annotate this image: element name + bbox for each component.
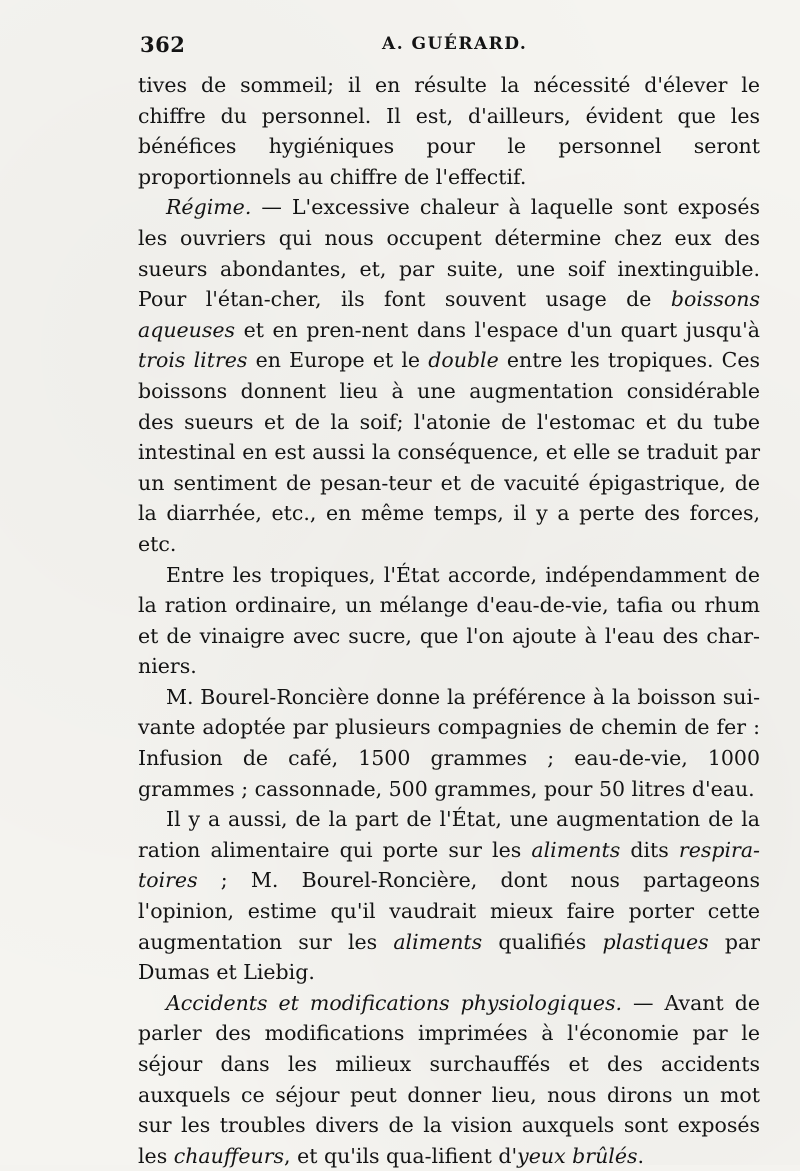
- paragraph: [138, 682, 760, 804]
- italic-text-run: Régime.: [166, 195, 252, 220]
- running-title: A. GUÉRARD.: [382, 34, 528, 54]
- text-run: , et qu'ils qua-lifient d': [284, 1143, 518, 1168]
- text-run: ; M. Bourel-Roncière, dont nous partageons l'opinion, estime qu'il vaudrait mieux faire porter cette augmentation sur les: [138, 868, 760, 954]
- text-run: — L'excessive chaleur à laquelle sont exposés les ouvriers qui nous occupent détermine chez eux des sueurs abondantes, et, par suite, une soif inextinguible. Pour l'étan-cher, ils font souvent usage de: [138, 195, 760, 312]
- italic-text-run: boissons aqueuses: [138, 287, 760, 342]
- text-run: — Avant de parler des modifications imprimées à l'économie par le séjour dans les milieux surchauffés et des accidents auxquels ce séjour peut donner lieu, nous dirons un mot sur les troubles divers de la vision auxquels sont exposés les: [138, 990, 760, 1168]
- text-run: Entre les tropiques, l'État accorde, indépendamment de la ration ordinaire, un mélange d'eau-de-vie, tafia ou rhum et de vinaigre avec sucre, que l'on ajoute à l'eau des char-niers.: [138, 562, 760, 679]
- text-run: entre les tropiques. Ces boissons donnent lieu à une augmentation considérable des sueurs et de la soif; l'atonie de l'estomac et du tube intestinal en est aussi la conséquence, et elle se traduit par un sentiment de pesan-teur et de vacuité épigastrique, de la diarrhée, etc., en même temps, il y a perte des forces, etc.: [138, 348, 760, 556]
- paragraph: [138, 192, 760, 559]
- page-header: [140, 32, 760, 62]
- body-text: [138, 70, 760, 1171]
- paragraph: [138, 804, 760, 988]
- paragraph: [138, 70, 760, 192]
- italic-text-run: plastiques: [602, 929, 709, 954]
- italic-text-run: double: [428, 348, 499, 373]
- italic-text-run: yeux brûlés: [517, 1143, 638, 1168]
- text-run: tives de sommeil; il en résulte la nécessité d'élever le chiffre du personnel. Il est, d'ailleurs, évident que les bénéfices hygiéniques pour le personnel seront proportionnels au chiffre de l'effectif.: [138, 73, 760, 189]
- paragraph: [138, 988, 760, 1171]
- text-run: .: [637, 1143, 645, 1168]
- italic-text-run: aliments: [531, 837, 621, 862]
- italic-text-run: Accidents et modifications physiologiques.: [166, 990, 623, 1015]
- page-number: 362: [140, 32, 186, 57]
- text-run: en Europe et le: [247, 348, 429, 373]
- text-run: qualifiés: [482, 929, 603, 954]
- italic-text-run: aliments: [393, 929, 483, 954]
- italic-text-run: trois litres: [138, 348, 248, 373]
- text-run: Il y a aussi, de la part de l'État, une augmentation de la ration alimentaire qui porte sur les: [138, 807, 760, 862]
- paragraph: [138, 560, 760, 682]
- italic-text-run: chauffeurs: [173, 1143, 285, 1168]
- text-run: dits: [620, 837, 679, 862]
- text-run: M. Bourel-Roncière donne la préférence à la boisson sui-vante adoptée par plusieurs compagnies de chemin de fer : Infusion de café, 1500 grammes ; eau-de-vie, 1000 grammes ; cassonnade, 500 grammes, pour 50 litres d'eau.: [138, 684, 760, 801]
- text-run: par Dumas et Liebig.: [138, 929, 760, 985]
- text-run: et en pren-nent dans l'espace d'un quart jusqu'à: [235, 317, 760, 342]
- italic-text-run: respira-toires: [138, 837, 760, 893]
